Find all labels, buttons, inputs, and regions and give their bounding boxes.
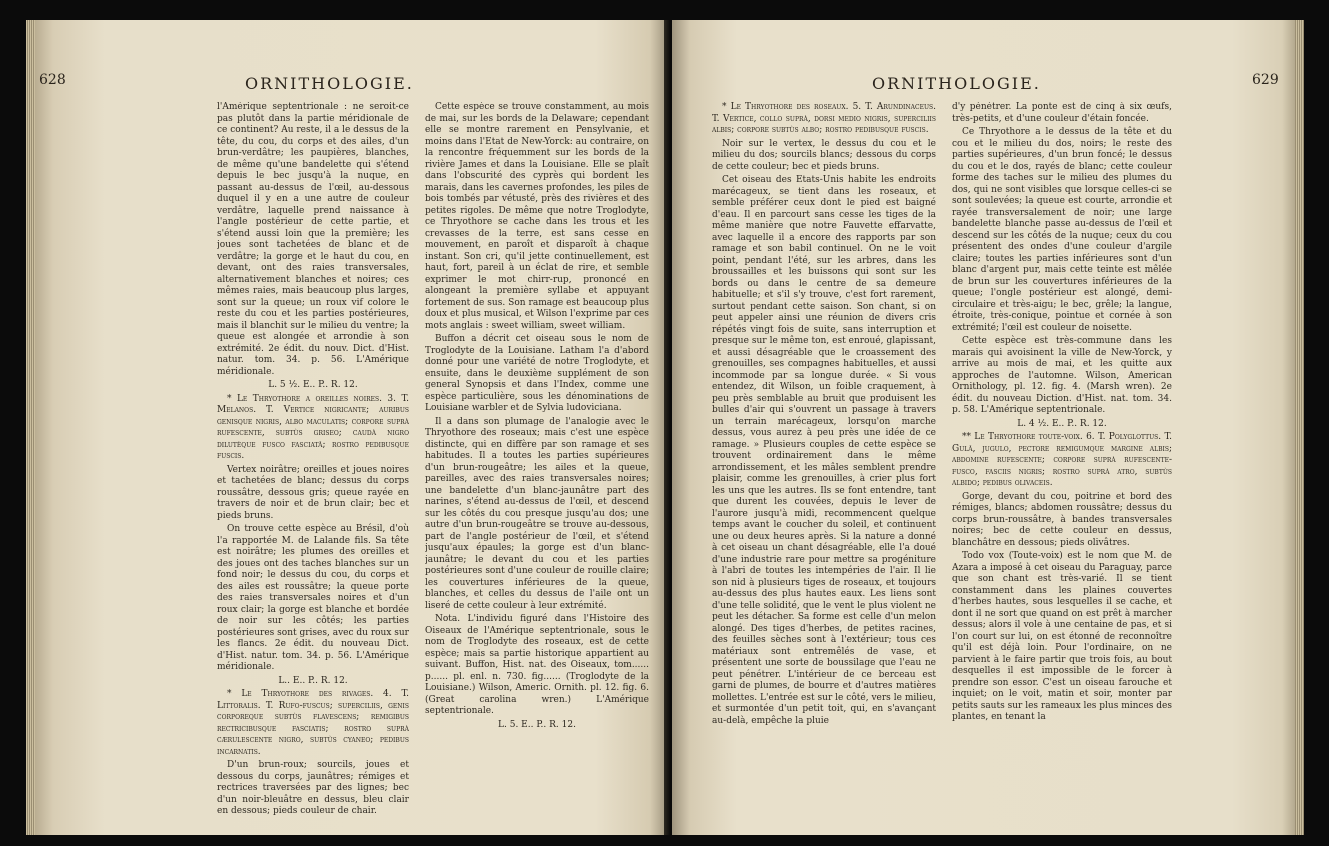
paragraph: l'Amérique septentrionale : ne seroit-ce pas plutôt dans la partie méridionale de ce continent? Au reste, il a le dessus de la tête, du cou, du corps et des ailes, d'un brun-verdâtre; les paupières, blanches, de même qu'une bandelette qui s'étend depuis le bec jusqu'à la nuque, en passant au-dessus de l'œil, au-dessous duquel il y en a une autre de couleur verdâtre, laquelle prend naissance à l'angle postérieur de cette partie, et s'étend aussi loin que la première; les joues sont tachetées de blanc et de verdâtre; la gorge et le haut du cou, en devant, ont des raies transversales, alternativement blanches et noires; ces mêmes raies, mais beaucoup plus larges, sont sur la queue; un roux vif colore le reste du cou et les parties postérieures, mais il blanchit sur le milieu du ventre; la queue est alongée et arrondie à son extrémité. 2e édit. du nouv. Dict. d'Hist. natur. tom. 34. p. 56. L'Amérique méridionale. bbox=[217, 102, 409, 377]
right-page bbox=[672, 20, 1295, 835]
measurement-line: L. 4 ½. E.. P.. R. 12. bbox=[1017, 418, 1107, 429]
species-heading: * Le Thryothore des rivages. 4. T. Littoralis. T. Rufo-fuscus; superciliis, genis corporeque subtùs flavescens; remigibus rectricibusque fasciatis; rostro suprà cærulescente nigro, subtùs cyaneo; pedibus incarnatis. bbox=[217, 689, 409, 757]
right-column-1 bbox=[712, 102, 936, 821]
paragraph: Cette espèce se trouve constamment, au mois de mai, sur les bords de la Delaware; cependant elle se montre rarement en Pensylvanie, et moins dans l'Etat de New-Yorck: au contraire, on la rencontre fréquemment sur les bords de la rivière James et dans la Louisiane. Elle se plaît dans l'obscurité des cyprès qui bordent les marais, dans les cavernes profondes, les piles de bois tombés par vétusté, près des rivières et des petites rigoles. De même que notre Troglodyte, ce Thryothore se cache dans les trous et les crevasses de la terre, est sans cesse en mouvement, en paroît et disparoît à chaque instant. Son cri, qu'il jette continuellement, est haut, fort, pareil à un éclat de rire, et semble exprimer le mot chirr-rup, prononcé en alongeant la première syllabe et appuyant fortement de sus. Son ramage est beaucoup plus doux et plus musical, et Wilson l'exprime par ces mots anglais : sweet william, sweet william. bbox=[425, 102, 649, 331]
paragraph: Todo vox (Toute-voix) est le nom que M. de Azara a imposé à cet oiseau du Paraguay, parce que son chant est très-varié. Il se tient constamment dans les plaines couvertes d'herbes hautes, sous lesquelles il se cache, et dont il ne sort que quand on est prêt à marcher dessus; alors il vole à une centaine de pas, et si l'on court sur lui, on est étonné de reconnoître qu'il est déjà loin. Pour l'ordinaire, on ne parvient à le faire partir que trois fois, au bout desquelles il est impossible de le forcer à prendre son essor. C'est un oiseau farouche et inquiet; on le voit, matin et soir, monter par petits sauts sur les rameaux les plus minces des plantes, en tenant la bbox=[952, 551, 1172, 722]
paragraph: Noir sur le vertex, le dessus du cou et le milieu du dos; sourcils blancs; dessous du corps de cette couleur; bec et pieds bruns. bbox=[712, 138, 936, 172]
measurement-line: L. 5. E.. P.. R. 12. bbox=[498, 719, 576, 730]
paragraph: On trouve cette espèce au Brésil, d'où l'a rapportée M. de Lalande fils. Sa tête est noirâtre; les plumes des oreilles et des joues ont des taches blanches sur un fond noir; le dessus du cou, du corps et des ailes est roussâtre; la queue porte des raies transversales noires et d'un roux clair; la gorge est blanche et bordée de noir sur les côtés; les parties postérieures sont grises, avec du roux sur les flancs. 2e édit. du nouveau Dict. d'Hist. natur. tom. 34. p. 56. L'Amérique méridionale. bbox=[217, 524, 409, 672]
paragraph: D'un brun-roux; sourcils, joues et dessous du corps, jaunâtres; rémiges et rectrices traversées par des lignes; bec d'un noir-bleuâtre en dessus, bleu clair en dessous; pieds couleur de chair. bbox=[217, 760, 409, 816]
paragraph: Gorge, devant du cou, poitrine et bord des rémiges, blancs; abdomen roussâtre; dessus du corps brun-roussâtre, à bandes transversales noires; bec de cette couleur en dessus, blanchâtre en dessous; pieds olivâtres. bbox=[952, 491, 1172, 548]
species-heading: ** Le Thryothore toute-voix. 6. T. Polyglottus. T. Gulâ, jugulo, pectore remigumque margine albis; abdomine rufescente; corpore suprà rufescente-fusco, fasciis nigris; rostro suprà atro, subtùs albido; pedibus olivaceis. bbox=[952, 432, 1172, 488]
left-page bbox=[35, 20, 668, 835]
species-heading: * Le Thryothore a oreilles noires. 3. T. Melanos. T. Vertice nigricante; auribus genisque nigris, albo maculatis; corpore suprà rufescente, subtùs griseo; caudà nigro dilutèque fusco fasciatâ; rostro pedibusque fuscis. bbox=[217, 393, 409, 461]
right-column-2 bbox=[952, 102, 1172, 821]
left-column-1 bbox=[217, 102, 409, 821]
running-head: ORNITHOLOGIE. bbox=[245, 74, 414, 93]
page-number: 628 bbox=[39, 72, 66, 88]
paragraph: Ce Thryothore a le dessus de la tête et du cou et le milieu du dos, noirs; le reste des parties supérieures, d'un brun foncé; le dessus du cou et le dos, rayés de blanc; cette couleur forme des taches sur le milieu des plumes du dos, qui ne sont visibles que lorsque celles-ci se sont soulevées; la queue est courte, arrondie et rayée transversalement de noir; une large bandelette blanche passe au-dessus de l'œil et descend sur les côtés de la nuque; ceux du cou présentent des ondes d'une couleur d'argile claire; toutes les parties inférieures sont d'un blanc d'argent pur, mais cette teinte est mêlée de brun sur les couvertures inférieures de la queue; l'ongle postérieur est alongé, demi-circulaire et très-aigu; le bec, grêle; la langue, étroite, très-conique, pointue et cornée à son extrémité; l'œil est couleur de noisette. bbox=[952, 127, 1172, 333]
paragraph: Buffon a décrit cet oiseau sous le nom de Troglodyte de la Louisiane. Latham l'a d'abord donné pour une variété de notre Troglodyte, et ensuite, dans le deuxième supplément de son general Synopsis et dans l'Index, comme une espèce particulière, sous les dénominations de Louisiane warbler et de Sylvia ludoviciana. bbox=[425, 334, 649, 413]
species-heading: * Le Thryothore des roseaux. 5. T. Arundinaceus. T. Vertice, collo suprà, dorsi medio nigris, superciliis albis; corpore subtùs albo; rostro pedibusque fuscis. bbox=[712, 102, 936, 135]
left-column-2 bbox=[425, 102, 649, 821]
running-head: ORNITHOLOGIE. bbox=[872, 74, 1041, 93]
paragraph: Nota. L'individu figuré dans l'Histoire des Oiseaux de l'Amérique septentrionale, sous le nom de Troglodyte des roseaux, est de cette espèce; mais sa partie historique appartient au suivant. Buffon, Hist. nat. des Oiseaux, tom...... p...... pl. enl. n. 730. fig...... (Troglodyte de la Louisiane.) Wilson, Americ. Ornith. pl. 12. fig. 6. (Great carolina wren.) L'Amérique septentrionale. bbox=[425, 614, 649, 716]
paragraph: d'y pénétrer. La ponte est de cinq à six œufs, très-petits, et d'une couleur d'étain foncée. bbox=[952, 102, 1172, 124]
measurement-line: L. 5 ½. E.. P.. R. 12. bbox=[268, 380, 358, 390]
paragraph: Cette espèce est très-commune dans les marais qui avoisinent la ville de New-Yorck, y arrive au mois de mai, et les quitte aux approches de l'automne. Wilson, American Ornithology, pl. 12. fig. 4. (Marsh wren). 2e édit. du nouveau Diction. d'Hist. nat. tom. 34. p. 58. L'Amérique septentrionale. bbox=[952, 336, 1172, 415]
right-page-stack bbox=[1294, 20, 1304, 835]
paragraph: Vertex noirâtre; oreilles et joues noires et tachetées de blanc; dessus du corps roussâtre, dessous gris; queue rayée en travers de noir et de brun clair; bec et pieds bruns. bbox=[217, 464, 409, 521]
paragraph: Il a dans son plumage de l'analogie avec le Thryothore des roseaux; mais c'est une espèce distincte, qui en diffère par son ramage et ses habitudes. Il a toutes les parties supérieures d'un brun-rougeâtre; les ailes et la queue, pareilles, avec des raies transversales noires; une bandelette d'un blanc-jaunâtre part des narines, s'étend au-dessus de l'œil, et descend sur les côtés du cou presque jusqu'au dos; une autre d'un brun-rougeâtre se trouve au-dessous, part de l'angle postérieur de l'œil, et s'étend jusqu'aux épaules; la gorge est d'un blanc-jaunâtre; le devant du cou et les parties postérieures sont d'une couleur de rouille claire; les couvertures inférieures de la queue, blanches, et celles du dessus de l'aile ont un liseré de cette couleur à leur extrémité. bbox=[425, 416, 649, 611]
measurement-line: L.. E.. P.. R. 12. bbox=[278, 675, 348, 686]
paragraph: Cet oiseau des Etats-Unis habite les endroits marécageux, se tient dans les roseaux, et semble préférer ceux dont le pied est baigné d'eau. Il en parcourt sans cesse les tiges de la même manière que notre Fauvette effarvatte, avec laquelle il a encore des rapports par son ramage et son babil continuel. On ne le voit point, pendant l'été, sur les arbres, dans les broussailles et les buissons qui sont sur les bords ou dans le centre de sa demeure habituelle; et s'il s'y trouve, c'est fort rarement, surtout pendant cette saison. Son chant, si on peut appeler ainsi une réunion de divers cris répétés vingt fois de suite, sans interruption et presque sur le même ton, est enroué, glapissant, et aussi désagréable que le croassement des grenouilles, ses compagnes habituelles, et aussi incommode par sa longue durée. « Si vous entendez, dit Wilson, un foible craquement, à peu près semblable au bruit que produisent les bulles d'air qui s'ouvrent un passage à travers un terrain marécageux, lorsqu'on marche dessus, vous aurez à peu près une idée de ce ramage. » Plusieurs couples de cette espèce se trouvent ordinairement dans le même arrondissement, et les mâles semblent prendre plaisir, comme les grenouilles, à crier plus fort les uns que les autres. Ils se font entendre, tant que durent les couvées, depuis le lever de l'aurore jusqu'à midi, recommencent quelque temps avant le coucher du soleil, et continuent une ou deux heures après. Si la nature a donné à cet oiseau un chant désagréable, elle l'a doué d'une industrie rare pour mettre sa progéniture à l'abri de toutes les intempéries de l'air. Il lie son nid à plusieurs tiges de roseaux, et toujours au-dessus des plus hautes eaux. Les liens sont d'une telle solidité, que le vent le plus violent ne peut les détacher. Sa forme est celle d'un melon alongé. Des tiges d'herbes, de petites racines, des feuilles sèches sont à l'extérieur; tous ces matériaux sont entremêlés de vase, et présentent une sorte de boussilage que l'eau ne peut pénétrer. L'intérieur de ce berceau est garni de plumes, de bourre et d'autres matières mollettes. L'entrée est sur le côté, vers le milieu, et surmontée d'un petit toit, qui, en s'avançant au-delà, empêche la pluie bbox=[712, 175, 936, 726]
page-number: 629 bbox=[1252, 72, 1279, 88]
